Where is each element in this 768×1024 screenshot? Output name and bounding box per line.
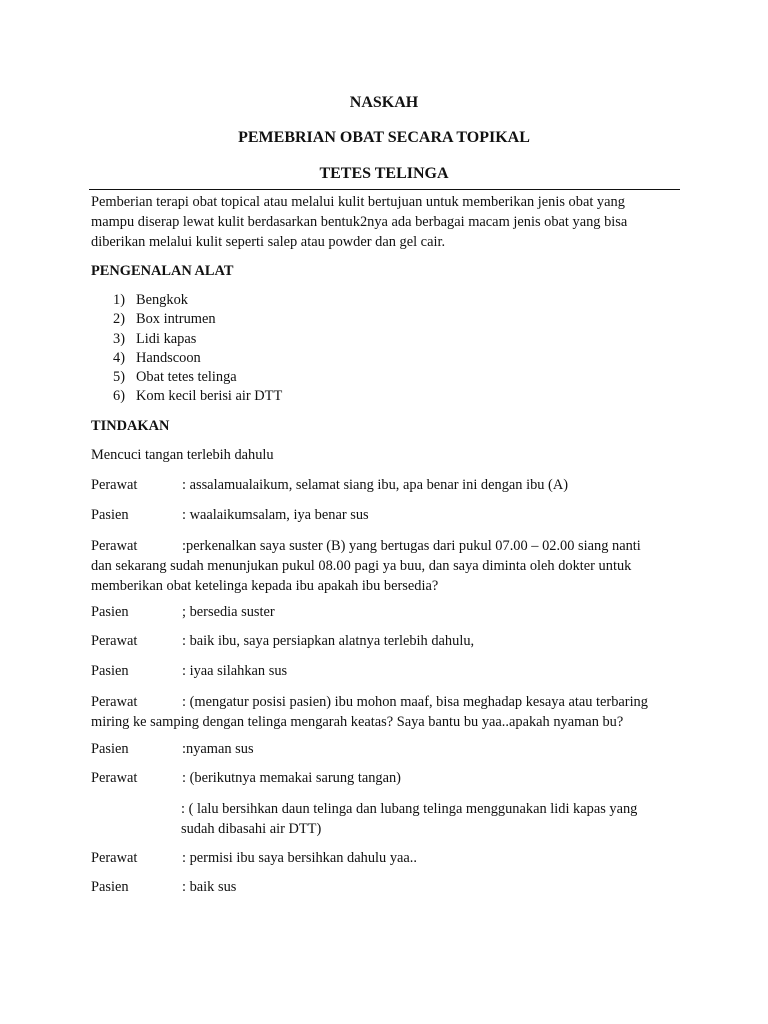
dialog-row (91, 632, 677, 651)
alat-number: 1) (113, 292, 125, 308)
dialog-text: : baik sus (182, 879, 237, 895)
alat-number: 2) (113, 311, 125, 328)
alat-number: 4) (113, 349, 125, 366)
dialog-speaker: Pasien (91, 879, 129, 895)
alat-text: Bengkok (136, 292, 188, 308)
alat-item (113, 349, 282, 368)
mencuci-line: Mencuci tangan terlebih dahulu (91, 447, 274, 463)
dialog-row (91, 692, 677, 712)
dialog-speaker: Pasien (91, 741, 129, 757)
dialog-text: : permisi ibu saya bersihkan dahulu yaa.. (182, 850, 417, 866)
dialog-speaker: Perawat (91, 633, 138, 649)
dialog-speaker: Pasien (91, 604, 129, 620)
dialog-row (91, 476, 677, 495)
dialog-text: sudah dibasahi air DTT) (181, 821, 322, 838)
alat-text: Kom kecil berisi air DTT (136, 388, 283, 405)
alat-text: Lidi kapas (136, 330, 197, 347)
dialog-text: : iyaa silahkan sus (182, 663, 288, 679)
dialog-speaker: Perawat (91, 694, 138, 710)
dialog-row (91, 603, 677, 622)
section-heading-tindakan: TINDAKAN (91, 418, 170, 434)
intro-line: mampu diserap lewat kulit berdasarkan bentuk2nya ada berbagai macam jenis obat yang bisa (91, 214, 628, 231)
dialog-text: dan sekarang sudah menunjukan pukul 08.00 pagi ya buu, dan saya diminta oleh dokter untuk (91, 558, 632, 575)
dialog-paragraph (91, 536, 677, 597)
dialog-text: ; bersedia suster (182, 604, 275, 620)
dialog-text: : ( lalu bersihkan daun telinga dan lubang telinga menggunakan lidi kapas yang (181, 801, 638, 817)
dialog-text: :nyaman sus (182, 741, 254, 757)
dialog-speaker: Perawat (91, 538, 138, 554)
doc-title-naskah: NASKAH (349, 94, 419, 111)
dialog-speaker: Pasien (91, 507, 129, 523)
dialog-speaker: Pasien (91, 663, 129, 679)
alat-list (113, 291, 282, 407)
dialog-row (91, 849, 677, 868)
dialog-continuation (181, 799, 676, 839)
alat-item (113, 310, 282, 329)
alat-item (113, 330, 282, 349)
dialog-row (91, 740, 677, 759)
alat-item (113, 387, 282, 406)
dialog-text: miring ke samping dengan telinga mengarah keatas? Saya bantu bu yaa..apakah nyaman bu? (91, 714, 624, 731)
dialog-speaker: Perawat (91, 770, 138, 786)
alat-item (113, 291, 282, 310)
alat-text: Handscoon (136, 349, 201, 366)
alat-item (113, 368, 282, 387)
dialog-row (91, 662, 677, 681)
alat-number: 5) (113, 369, 125, 386)
dialog-text: : waalaikumsalam, iya benar sus (182, 507, 369, 523)
intro-paragraph (91, 192, 677, 253)
dialog-row (91, 536, 677, 556)
intro-line: diberikan melalui kulit seperti salep atau powder dan gel cair. (91, 234, 446, 251)
dialog-speaker: Perawat (91, 850, 138, 866)
doc-title-main: PEMEBRIAN OBAT SECARA TOPIKAL (238, 129, 530, 146)
intro-line: Pemberian terapi obat topical atau melalui kulit bertujuan untuk memberikan jenis obat yang (91, 194, 625, 210)
alat-text: Box intrumen (136, 311, 216, 328)
dialog-paragraph (91, 692, 677, 732)
dialog-row (91, 506, 677, 525)
dialog-text: : (mengatur posisi pasien) ibu mohon maaf, bisa meghadap kesaya atau terbaring (182, 694, 648, 710)
doc-title-sub: TETES TELINGA (319, 165, 449, 182)
alat-text: Obat tetes telinga (136, 369, 237, 386)
dialog-text: : (berikutnya memakai sarung tangan) (182, 770, 401, 786)
dialog-row (91, 878, 677, 897)
dialog-text: memberikan obat ketelinga kepada ibu apakah ibu bersedia? (91, 578, 439, 595)
dialog-text: : baik ibu, saya persiapkan alatnya terlebih dahulu, (182, 633, 475, 649)
dialog-speaker: Perawat (91, 477, 138, 493)
dialog-text: :perkenalkan saya suster (B) yang bertugas dari pukul 07.00 – 02.00 siang nanti (182, 538, 641, 554)
section-heading-alat: PENGENALAN ALAT (91, 263, 234, 279)
title-divider (89, 189, 680, 190)
dialog-row (91, 769, 677, 788)
alat-number: 3) (113, 330, 125, 347)
alat-number: 6) (113, 388, 125, 405)
dialog-text: : assalamualaikum, selamat siang ibu, apa benar ini dengan ibu (A) (182, 477, 569, 493)
